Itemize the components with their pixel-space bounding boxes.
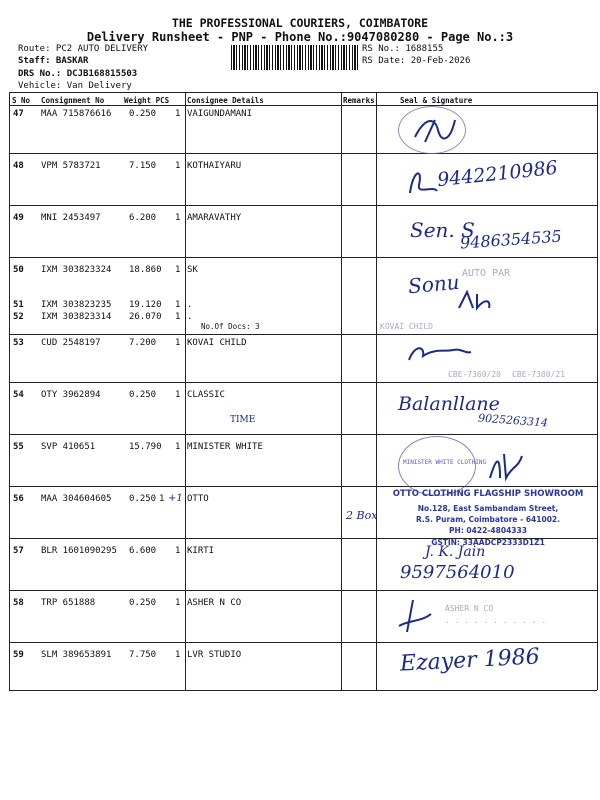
otto-stamp-phone: PH: 0422-4804333	[449, 526, 527, 535]
col-remarks: Remarks	[343, 96, 375, 105]
drs-label: DRS No.: DCJB168815503	[18, 69, 138, 79]
rs-date: RS Date: 20-Feb-2026	[362, 56, 471, 66]
otto-stamp-gstin: GSTIN: 33AADCP2333D1Z1	[431, 538, 545, 547]
otto-stamp-title: OTTO CLOTHING FLAGSHIP SHOWROOM	[392, 489, 584, 499]
signature-scribble	[486, 448, 526, 482]
kovai-stamp-code: CBE-7360/20	[448, 370, 501, 379]
col-seal-signature: Seal & Signature	[400, 96, 473, 105]
handwritten-name: J. K. Jain	[425, 544, 486, 560]
faded-stamp-text: KOVAI CHILD	[380, 322, 433, 331]
staff-label: Staff: BASKAR	[18, 56, 89, 66]
kovai-stamp-code: CBE-7380/21	[512, 370, 565, 379]
handwritten-signature: Balanllane	[398, 393, 500, 415]
handwritten-phone: 9442210986	[436, 156, 559, 192]
otto-stamp-address2: R.S. Puram, Coimbatore - 641002.	[416, 515, 560, 524]
runsheet-subtitle: Delivery Runsheet - PNP - Phone No.:9047080280 - Page No.:3	[86, 30, 514, 44]
no-of-docs: No.Of Docs: 3	[201, 322, 260, 331]
rs-number: RS No.: 1688155	[362, 44, 444, 54]
barcode	[231, 45, 358, 70]
vehicle-label: Vehicle: Van Delivery	[18, 81, 132, 91]
route-label: Route: PC2 AUTO DELIVERY	[18, 44, 149, 54]
otto-stamp-address1: No.128, East Sambandam Street,	[417, 504, 559, 513]
faded-stamp-text: . . . . . . . . . . .	[445, 616, 547, 625]
handwritten-signature: Ezayer 1986	[399, 644, 541, 677]
handwritten-phone: 9597564010	[400, 562, 515, 583]
signature-scribble	[405, 342, 475, 366]
col-consignment: Consignment No	[41, 96, 105, 105]
handwritten-note: TIME	[230, 415, 256, 425]
minister-white-seal	[398, 436, 476, 496]
col-weight-pcs: Weight PCS	[124, 96, 170, 105]
handwritten-signature: Sonu	[407, 269, 461, 299]
minister-white-seal-text: MINISTER WHITE CLOTHING	[403, 459, 487, 466]
handwritten-signature: Sen. S	[410, 218, 475, 242]
signature-scribble	[455, 288, 495, 312]
col-sno: S No	[12, 96, 31, 105]
faded-stamp-text: ASHER N CO	[445, 604, 494, 613]
handwritten-remark: 2 Box	[346, 509, 378, 522]
company-title: THE PROFESSIONAL COURIERS, COIMBATORE	[171, 16, 429, 30]
handwritten-phone: 9486354535	[459, 226, 563, 253]
signature-scribble	[410, 112, 460, 148]
signature-scribble	[395, 596, 435, 636]
handwritten-phone: 9025263314	[477, 411, 549, 430]
handwritten-pcs-addition: +1	[168, 493, 183, 504]
faded-stamp-text: AUTO PAR	[462, 268, 511, 279]
col-consignee: Consignee Details	[187, 96, 264, 105]
